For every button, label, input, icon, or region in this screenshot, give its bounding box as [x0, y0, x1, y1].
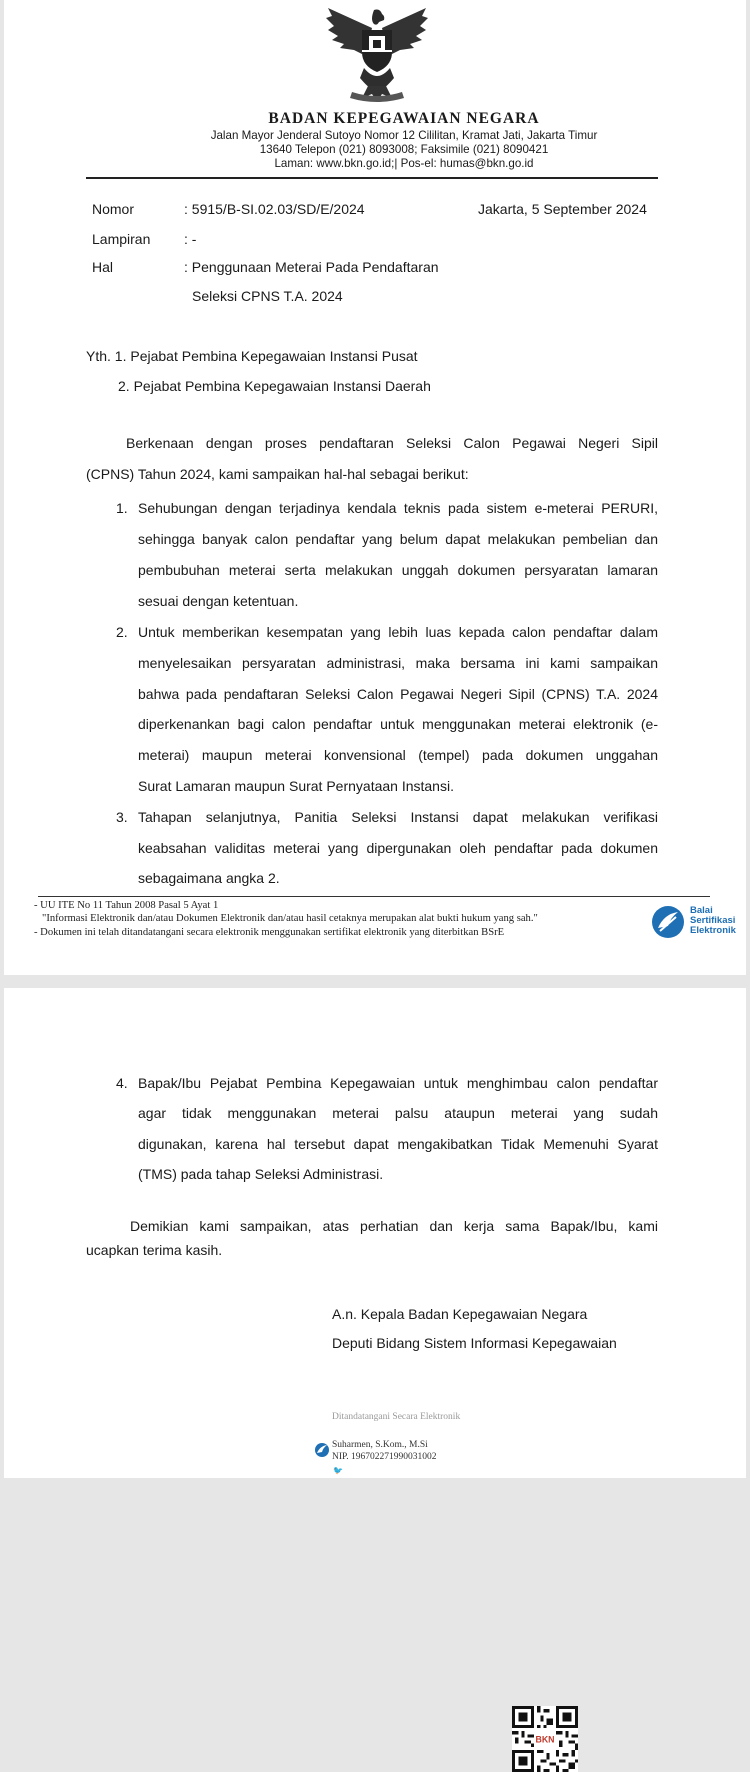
- item-3-line-1: Tahapan selanjutnya, Panitia Seleksi Instansi dapat melakukan verifikasi: [138, 809, 658, 825]
- letter-page-1: [4, 0, 746, 975]
- address-line-3: Laman: www.bkn.go.id;| Pos-el: humas@bkn.go.id: [274, 157, 534, 170]
- item-1-line-1: Sehubungan dengan terjadinya kendala teknis pada sistem e-meterai PERURI,: [138, 500, 658, 516]
- bsre-logo-icon: [650, 904, 686, 940]
- letter-date: Jakarta, 5 September 2024: [478, 201, 647, 217]
- letter-page-2: [4, 988, 746, 1745]
- footer-esign-note: - Dokumen ini telah ditandatangani secara elektronik menggunakan sertifikat elektronik yang diterbitkan BSrE: [34, 927, 505, 938]
- item-2-line-4: diperkenankan bagi calon pendaftar untuk menggunakan meterai elektronik (e-: [138, 716, 658, 732]
- item-2-line-3: bahwa pada pendaftaran Seleksi Calon Pegawai Negeri Sipil (CPNS) T.A. 2024: [138, 686, 658, 702]
- hal-value-line-1: : Penggunaan Meterai Pada Pendaftaran: [184, 259, 439, 275]
- item-2-line-2: menyelesaikan persyaratan administrasi, maka bersama ini kami sampaikan: [138, 655, 658, 671]
- nomor-value: : 5915/B-SI.02.03/SD/E/2024: [184, 201, 365, 217]
- footer-divider: [38, 896, 710, 897]
- item-3-line-2: keabsahan validitas meterai yang dipergunakan oleh pendaftar pada dokumen: [138, 840, 658, 856]
- nomor-label: Nomor: [92, 201, 135, 217]
- letterhead-divider: [86, 177, 658, 179]
- signer-seal-mark: 🐦: [333, 1466, 343, 1475]
- bsre-small-logo-icon: [314, 1442, 330, 1458]
- item-1-line-2: sehingga banyak calon pendaftar yang belum dapat melakukan pembelian dan: [138, 531, 658, 547]
- address-line-1: Jalan Mayor Jenderal Sutoyo Nomor 12 Cililitan, Kramat Jati, Jakarta Timur: [210, 129, 598, 142]
- bsre-logo-text: [690, 906, 736, 936]
- item-2-line-1: Untuk memberikan kesempatan yang lebih luas kepada calon pendaftar dalam: [138, 624, 658, 640]
- closing-line-2: ucapkan terima kasih.: [86, 1242, 223, 1258]
- item-1-number: 1.: [116, 500, 128, 516]
- signer-title-1: A.n. Kepala Badan Kepegawaian Negara: [332, 1306, 588, 1322]
- intro-line-1: Berkenaan dengan proses pendaftaran Seleksi Calon Pegawai Negeri Sipil: [126, 435, 658, 451]
- garuda-emblem-icon: [322, 6, 432, 106]
- item-4-line-4: (TMS) pada tahap Seleksi Administrasi.: [138, 1166, 384, 1182]
- lampiran-label: Lampiran: [92, 231, 151, 247]
- qr-code-icon: [512, 1706, 578, 1772]
- signer-title-2: Deputi Bidang Sistem Informasi Kepegawaian: [332, 1335, 617, 1351]
- address-line-2: 13640 Telepon (021) 8093008; Faksimile (021) 8090421: [259, 143, 549, 156]
- item-1-line-4: sesuai dengan ketentuan.: [138, 593, 299, 609]
- signed-electronically-label: Ditandatangani Secara Elektronik: [332, 1412, 461, 1422]
- qr-center-logo: BKN: [535, 1734, 555, 1745]
- bsre-text-line-1: Balai: [690, 905, 713, 916]
- footer-law-quote: "Informasi Elektronik dan/atau Dokumen Elektronik dan/atau hasil cetaknya merupakan alat bukti hukum yang sah.": [42, 913, 538, 924]
- signer-name: Suharmen, S.Kom., M.Si: [332, 1440, 428, 1450]
- item-4-line-3: digunakan, karena hal tersebut dapat mengakibatkan Tidak Memenuhi Syarat: [138, 1136, 658, 1152]
- item-3-line-3: sebagaimana angka 2.: [138, 870, 280, 886]
- recipient-2: 2. Pejabat Pembina Kepegawaian Instansi Daerah: [118, 378, 431, 394]
- bsre-text-line-2: Sertifikasi: [690, 915, 736, 926]
- hal-label: Hal: [92, 259, 114, 275]
- item-4-line-1: Bapak/Ibu Pejabat Pembina Kepegawaian untuk menghimbau calon pendaftar: [138, 1075, 658, 1091]
- item-4-line-2: agar tidak menggunakan meterai palsu ataupun meterai yang sudah: [138, 1105, 658, 1121]
- item-3-number: 3.: [116, 809, 128, 825]
- item-2-line-5: meterai) maupun meterai konvensional (tempel) pada dokumen unggahan: [138, 747, 658, 763]
- item-2-line-6: Surat Lamaran maupun Surat Pernyataan Instansi.: [138, 778, 454, 794]
- hal-value-line-2: Seleksi CPNS T.A. 2024: [192, 288, 343, 304]
- item-2-number: 2.: [116, 624, 128, 640]
- closing-line-1: Demikian kami sampaikan, atas perhatian dan kerja sama Bapak/Ibu, kami: [130, 1218, 658, 1234]
- footer-law-reference: - UU ITE No 11 Tahun 2008 Pasal 5 Ayat 1: [34, 900, 219, 911]
- recipient-1: Yth. 1. Pejabat Pembina Kepegawaian Instansi Pusat: [86, 348, 418, 364]
- item-1-line-3: pembubuhan meterai serta melakukan unggah dokumen persyaratan lamaran: [138, 562, 658, 578]
- intro-line-2: (CPNS) Tahun 2024, kami sampaikan hal-hal sebagai berikut:: [86, 466, 469, 482]
- bsre-text-line-3: Elektronik: [690, 925, 736, 936]
- signer-nip: NIP. 196702271990031002: [332, 1452, 437, 1462]
- lampiran-value: : -: [184, 231, 197, 247]
- agency-name: BADAN KEPEGAWAIAN NEGARA: [268, 110, 540, 127]
- item-4-number: 4.: [116, 1075, 128, 1091]
